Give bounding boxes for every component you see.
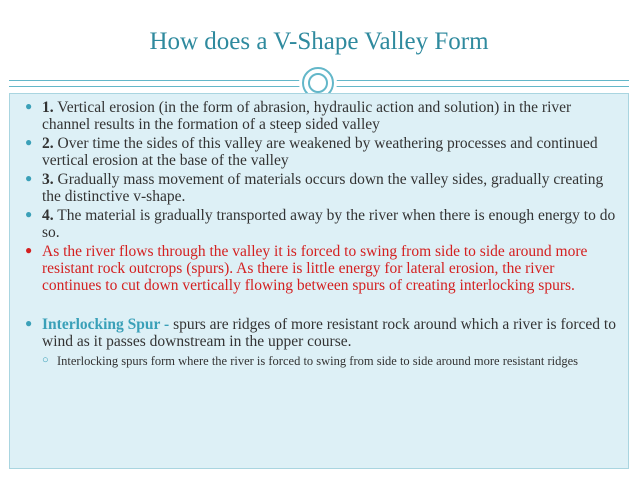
sub-bullet-item: ○ Interlocking spurs form where the river is forced to swing from side to side around more resistant ridges (42, 354, 579, 368)
slide-title: How does a V-Shape Valley Form (149, 28, 489, 55)
bullet-icon: ● (25, 316, 33, 330)
hollow-bullet-icon: ○ (42, 354, 49, 366)
content-panel (9, 93, 629, 469)
bullet-icon: ● (25, 135, 33, 149)
interlocking-spur-term: Interlocking Spur - (42, 316, 170, 333)
bullet-icon: ● (25, 99, 33, 113)
bullet-icon: ● (25, 207, 33, 221)
bullet-list (26, 99, 616, 368)
bullet-item-red: ● As the river flows through the valley it is forced to swing from side to side around more resistant rock outcrops (spurs). As there is little energy for lateral erosion, the river continues to cut down vertically flowing between spurs of creating interlocking spurs. (25, 243, 588, 294)
bullet-item-1: ● 1. Vertical erosion (in the form of abrasion, hydraulic action and solution) in the river channel results in the formation of a steep sided valley (25, 99, 572, 133)
bullet-item-2: ● 2. Over time the sides of this valley are weakened by weathering processes and continued vertical erosion at the base of the valley (25, 135, 598, 169)
bullet-icon: ● (25, 171, 33, 185)
bullet-item-spur: ● Interlocking Spur - spurs are ridges of more resistant rock around which a river is forced to wind as it passes downstream in the upper course. (25, 316, 616, 350)
bullet-item-4: ● 4. The material is gradually transported away by the river when there is enough energy to do so. (25, 207, 616, 241)
bullet-icon: ● (25, 243, 33, 257)
bullet-item-3: ● 3. Gradually mass movement of materials occurs down the valley sides, gradually creating the distinctive v-shape. (25, 171, 604, 205)
